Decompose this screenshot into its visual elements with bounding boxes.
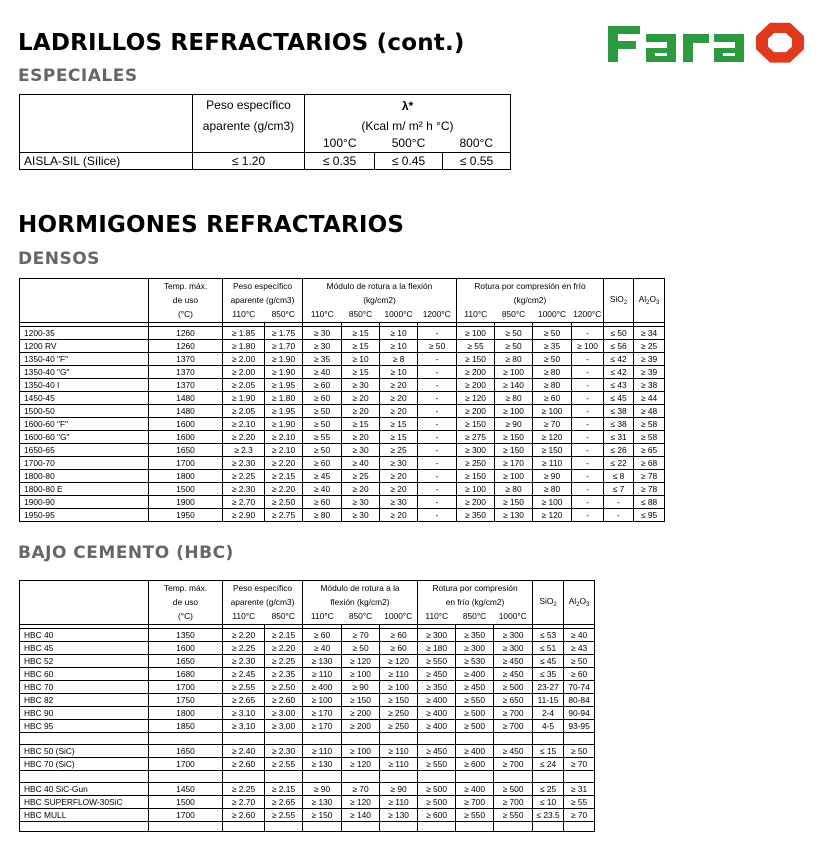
table-row: 1200-35 1260 ≥ 1.85 ≥ 1.75 ≥ 30 ≥ 15 ≥ 10 - ≥ 100 ≥ 50 ≥ 50 - ≤ 50 ≥ 34 [20,327,665,340]
header-peso: Peso específico [193,95,305,117]
table-row: 1350-40 "F" 1370 ≥ 2.00 ≥ 1.90 ≥ 35 ≥ 10 ≥ 8 - ≥ 150 ≥ 80 ≥ 50 - ≤ 42 ≥ 39 [20,353,665,366]
table-row: 1600-60 "G" 1600 ≥ 2.20 ≥ 2.10 ≥ 55 ≥ 20 ≥ 15 - ≥ 275 ≥ 150 ≥ 120 - ≤ 31 ≥ 58 [20,431,665,444]
header-sio2: SiO$_2$ [604,279,634,323]
title-hormigones: HORMIGONES REFRACTARIOS [18,212,405,238]
table-row: 1200 RV 1260 ≥ 1.80 ≥ 1.70 ≥ 30 ≥ 15 ≥ 10 ≥ 50 ≥ 55 ≥ 50 ≥ 35 ≥ 100 ≤ 56 ≥ 25 [20,340,665,353]
hbc-table: Temp. máx. Peso específico Módulo de rotura a la Rotura por compresión SiO$_2$ $Al_2O_3$ de uso aparente (g/cm3) flexión (kg/cm2) en frío (kg/cm2) (°C) 110°C 850°C 110°C 850°C 1000°C 110°C 850°C 1000°C HBC 40 1350 ≥ 2.20 ≥ 2.15 ≥ 60 ≥ 70 ≥ 60 ≥ 300 ≥ 350 ≥ 300 ≤ 53 ≥ 40 HBC 45 1600 ≥ 2.25 ≥ 2.20 ≥ 40 ≥ 50 ≥ 60 ≥ 180 ≥ 300 ≥ 300 ≤ 51 ≥ 43 HBC 52 1650 ≥ 2.30 ≥ 2.25 ≥ 130 ≥ 120 ≥ 120 ≥ 550 ≥ 530 ≥ 450 ≤ 45 ≥ 50 HBC 60 1680 ≥ 2.45 ≥ 2.35 ≥ 110 ≥ 100 ≥ 110 ≥ 450 ≥ 400 ≥ 450 ≤ 35 ≥ 60 HBC 70 1700 ≥ 2.55 ≥ 2.50 ≥ 400 ≥ 90 ≥ 100 ≥ 350 ≥ 450 ≥ 500 23-27 70-74 HBC 82 1750 ≥ 2.65 ≥ 2.60 ≥ 100 ≥ 150 ≥ 150 ≥ 400 ≥ 550 ≥ 650 11-15 80-84 HBC 90 1800 ≥ 3.10 ≥ 3.00 ≥ 170 ≥ 200 ≥ 250 ≥ 400 ≥ 500 ≥ 700 2-4 90-94 HBC 95 1850 ≥ 3.10 ≥ 3.00 ≥ 170 ≥ 200 ≥ 250 ≥ 400 ≥ 500 ≥ 700 4-5 93-95 HBC 50 (SiC) 1650 ≥ 2.40 ≥ 2.30 ≥ 110 ≥ 100 ≥ 110 ≥ 450 ≥ 400 ≥ 450 ≤ 15 ≥ 50 HBC 70 (SiC) 1700 ≥ 2.60 ≥ 2.55 ≥ 130 ≥ 120 ≥ 110 ≥ 550 ≥ 600 ≥ 700 ≤ 24 ≥ 70 HBC 40 SiC-Gun 1450 ≥ 2.25 ≥ 2.15 ≥ 90 ≥ 70 ≥ 90 ≥ 500 ≥ 400 ≥ 500 ≤ 25 ≥ 31 HBC SUPERFLOW-30SiC 1500 ≥ 2.70 ≥ 2.65 ≥ 130 ≥ 120 ≥ 110 ≥ 500 ≥ 700 ≥ 700 ≤ 10 ≥ 55 HBC MULL 1700 ≥ 2.60 ≥ 2.55 ≥ 150 ≥ 140 ≥ 130 ≥ 600 ≥ 550 ≥ 550 ≤ 23.5 ≥ 70 [19,580,595,832]
subtitle-densos: DENSOS [18,249,100,269]
table-row: HBC 40 SiC-Gun 1450 ≥ 2.25 ≥ 2.15 ≥ 90 ≥ 70 ≥ 90 ≥ 500 ≥ 400 ≥ 500 ≤ 25 ≥ 31 [20,783,595,796]
table-row: HBC 70 (SiC) 1700 ≥ 2.60 ≥ 2.55 ≥ 130 ≥ 120 ≥ 110 ≥ 550 ≥ 600 ≥ 700 ≤ 24 ≥ 70 [20,758,595,771]
especiales-table: Peso específico λ* aparente (g/cm3) (Kcal m/ m² h °C) 100°C 500°C 800°C AISLA-SIL (Sílice) ≤ 1.20 ≤ 0.35 ≤ 0.45 ≤ 0.55 [19,94,511,170]
table-row: 1600-60 "F" 1600 ≥ 2.10 ≥ 1.90 ≥ 50 ≥ 15 ≥ 15 - ≥ 150 ≥ 90 ≥ 70 - ≤ 38 ≥ 58 [20,418,665,431]
subtitle-bajo-cemento: BAJO CEMENTO (HBC) [18,543,234,563]
table-row: HBC 70 1700 ≥ 2.55 ≥ 2.50 ≥ 400 ≥ 90 ≥ 100 ≥ 350 ≥ 450 ≥ 500 23-27 70-74 [20,681,595,694]
subtitle-especiales: ESPECIALES [18,66,138,86]
fara-logo [606,20,806,68]
table-row: HBC 60 1680 ≥ 2.45 ≥ 2.35 ≥ 110 ≥ 100 ≥ 110 ≥ 450 ≥ 400 ≥ 450 ≤ 35 ≥ 60 [20,668,595,681]
table-row: HBC 90 1800 ≥ 3.10 ≥ 3.00 ≥ 170 ≥ 200 ≥ 250 ≥ 400 ≥ 500 ≥ 700 2-4 90-94 [20,707,595,720]
densos-table: Temp. máx. Peso específico Módulo de rotura a la flexión Rotura por compresión en frío SiO$_2$ $Al_2O_3$ de uso aparente (g/cm3) (kg/cm2) (kg/cm2) (°C) 110°C 850°C 110°C 850°C 1000°C 1200°C 110°C 850°C 1000°C 1200°C 1200-35 1260 ≥ 1.85 ≥ 1.75 ≥ 30 ≥ 15 ≥ 10 - ≥ 100 ≥ 50 ≥ 50 - ≤ 50 ≥ 34 1200 RV 1260 ≥ 1.80 ≥ 1.70 ≥ 30 ≥ 15 ≥ 10 ≥ 50 ≥ 55 ≥ 50 ≥ 35 ≥ 100 ≤ 56 ≥ 25 1350-40 "F" 1370 ≥ 2.00 ≥ 1.90 ≥ 35 ≥ 10 ≥ 8 - ≥ 150 ≥ 80 ≥ 50 - ≤ 42 ≥ 39 1350-40 "G" 1370 ≥ 2.00 ≥ 1.90 ≥ 40 ≥ 15 ≥ 10 - ≥ 200 ≥ 100 ≥ 80 - ≤ 42 ≥ 39 1350-40 I 1370 ≥ 2.05 ≥ 1.95 ≥ 60 ≥ 30 ≥ 20 - ≥ 200 ≥ 140 ≥ 80 - ≤ 43 ≥ 38 1450-45 1480 ≥ 1.90 ≥ 1.80 ≥ 60 ≥ 20 ≥ 20 - ≥ 120 ≥ 80 ≥ 60 - ≤ 45 ≥ 44 1500-50 1480 ≥ 2.05 ≥ 1.95 ≥ 50 ≥ 20 ≥ 20 - ≥ 200 ≥ 100 ≥ 100 - ≤ 38 ≥ 48 1600-60 "F" 1600 ≥ 2.10 ≥ 1.90 ≥ 50 ≥ 15 ≥ 15 - ≥ 150 ≥ 90 ≥ 70 - ≤ 38 ≥ 58 1600-60 "G" 1600 ≥ 2.20 ≥ 2.10 ≥ 55 ≥ 20 ≥ 15 - ≥ 275 ≥ 150 ≥ 120 - ≤ 31 ≥ 58 1650-65 1650 ≥ 2.3 ≥ 2.10 ≥ 50 ≥ 30 ≥ 25 - ≥ 300 ≥ 150 ≥ 150 - ≤ 26 ≥ 65 1700-70 1700 ≥ 2.30 ≥ 2.20 ≥ 60 ≥ 40 ≥ 30 - ≥ 250 ≥ 170 ≥ 110 - ≤ 22 ≥ 68 1800-80 1800 ≥ 2.25 ≥ 2.15 ≥ 45 ≥ 25 ≥ 20 - ≥ 150 ≥ 100 ≥ 90 - ≤ 8 ≥ 78 1800-80 E 1500 ≥ 2.30 ≥ 2.20 ≥ 40 ≥ 20 ≥ 20 - ≥ 100 ≥ 80 ≥ 80 - ≤ 7 ≥ 78 1900-90 1900 ≥ 2.70 ≥ 2.50 ≥ 60 ≥ 30 ≥ 30 - ≥ 200 ≥ 150 ≥ 100 - - ≤ 88 1950-95 1950 ≥ 2.90 ≥ 2.75 ≥ 80 ≥ 30 ≥ 20 - ≥ 350 ≥ 130 ≥ 120 - - ≤ 95 [19,278,665,522]
table-row: 1700-70 1700 ≥ 2.30 ≥ 2.20 ≥ 60 ≥ 40 ≥ 30 - ≥ 250 ≥ 170 ≥ 110 - ≤ 22 ≥ 68 [20,457,665,470]
header-sio2: SiO$_2$ [533,581,564,625]
table-row: HBC 52 1650 ≥ 2.30 ≥ 2.25 ≥ 130 ≥ 120 ≥ 120 ≥ 550 ≥ 530 ≥ 450 ≤ 45 ≥ 50 [20,655,595,668]
temp-100: 100°C [305,135,375,153]
table-row: HBC 82 1750 ≥ 2.65 ≥ 2.60 ≥ 100 ≥ 150 ≥ 150 ≥ 400 ≥ 550 ≥ 650 11-15 80-84 [20,694,595,707]
header-lambda: λ* [305,95,511,117]
header-al2o3: $Al_2O_3$ [634,279,665,323]
table-row: HBC MULL 1700 ≥ 2.60 ≥ 2.55 ≥ 150 ≥ 140 ≥ 130 ≥ 600 ≥ 550 ≥ 550 ≤ 23.5 ≥ 70 [20,809,595,822]
title-ladrillos: LADRILLOS REFRACTARIOS (cont.) [18,30,465,56]
table-row: HBC SUPERFLOW-30SiC 1500 ≥ 2.70 ≥ 2.65 ≥ 130 ≥ 120 ≥ 110 ≥ 500 ≥ 700 ≥ 700 ≤ 10 ≥ 55 [20,796,595,809]
header-al2o3: $Al_2O_3$ [564,581,595,625]
table-row: HBC 50 (SiC) 1650 ≥ 2.40 ≥ 2.30 ≥ 110 ≥ 100 ≥ 110 ≥ 450 ≥ 400 ≥ 450 ≤ 15 ≥ 50 [20,745,595,758]
temp-500: 500°C [375,135,443,153]
table-row: 1650-65 1650 ≥ 2.3 ≥ 2.10 ≥ 50 ≥ 30 ≥ 25 - ≥ 300 ≥ 150 ≥ 150 - ≤ 26 ≥ 65 [20,444,665,457]
table-row: 1350-40 I 1370 ≥ 2.05 ≥ 1.95 ≥ 60 ≥ 30 ≥ 20 - ≥ 200 ≥ 140 ≥ 80 - ≤ 43 ≥ 38 [20,379,665,392]
table-row: HBC 45 1600 ≥ 2.25 ≥ 2.20 ≥ 40 ≥ 50 ≥ 60 ≥ 180 ≥ 300 ≥ 300 ≤ 51 ≥ 43 [20,642,595,655]
table-row: 1500-50 1480 ≥ 2.05 ≥ 1.95 ≥ 50 ≥ 20 ≥ 20 - ≥ 200 ≥ 100 ≥ 100 - ≤ 38 ≥ 48 [20,405,665,418]
temp-800: 800°C [443,135,511,153]
table-row: 1900-90 1900 ≥ 2.70 ≥ 2.50 ≥ 60 ≥ 30 ≥ 30 - ≥ 200 ≥ 150 ≥ 100 - - ≤ 88 [20,496,665,509]
table-row: HBC 95 1850 ≥ 3.10 ≥ 3.00 ≥ 170 ≥ 200 ≥ 250 ≥ 400 ≥ 500 ≥ 700 4-5 93-95 [20,720,595,733]
table-row: 1800-80 E 1500 ≥ 2.30 ≥ 2.20 ≥ 40 ≥ 20 ≥ 20 - ≥ 100 ≥ 80 ≥ 80 - ≤ 7 ≥ 78 [20,483,665,496]
table-row: 1350-40 "G" 1370 ≥ 2.00 ≥ 1.90 ≥ 40 ≥ 15 ≥ 10 - ≥ 200 ≥ 100 ≥ 80 - ≤ 42 ≥ 39 [20,366,665,379]
table-row: AISLA-SIL (Sílice) ≤ 1.20 ≤ 0.35 ≤ 0.45 ≤ 0.55 [20,153,511,170]
table-row: 1950-95 1950 ≥ 2.90 ≥ 2.75 ≥ 80 ≥ 30 ≥ 20 - ≥ 350 ≥ 130 ≥ 120 - - ≤ 95 [20,509,665,522]
table-row: 1450-45 1480 ≥ 1.90 ≥ 1.80 ≥ 60 ≥ 20 ≥ 20 - ≥ 120 ≥ 80 ≥ 60 - ≤ 45 ≥ 44 [20,392,665,405]
table-row: 1800-80 1800 ≥ 2.25 ≥ 2.15 ≥ 45 ≥ 25 ≥ 20 - ≥ 150 ≥ 100 ≥ 90 - ≤ 8 ≥ 78 [20,470,665,483]
table-row: HBC 40 1350 ≥ 2.20 ≥ 2.15 ≥ 60 ≥ 70 ≥ 60 ≥ 300 ≥ 350 ≥ 300 ≤ 53 ≥ 40 [20,629,595,642]
